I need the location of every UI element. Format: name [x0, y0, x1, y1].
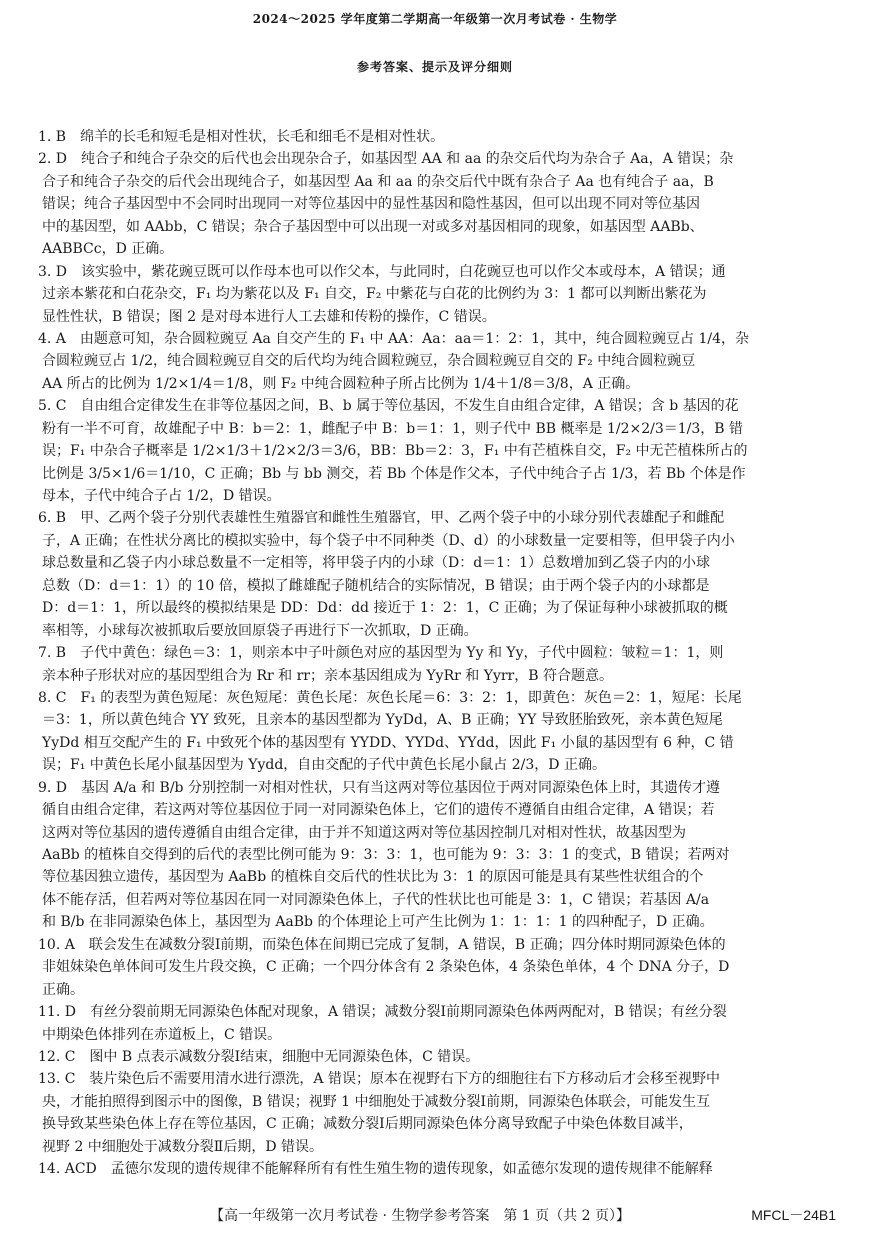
answer-text-line: 13. C 装片染色后不需要用清水进行漂洗，A 错误；原本在视野右下方的细胞往右下方移动后才会移至视野中 [38, 1071, 720, 1088]
answer-text-line: 粉有一半不可育，故雄配子中 B：b＝2：1，雌配子中 B：b＝1：1，则子代中 BB 概率是 1/2×2/3＝1/3，B 错 [42, 420, 744, 437]
answer-text-line: 4. A 由题意可知，杂合圆粒豌豆 Aa 自交产生的 F₁ 中 AA：Aa：aa＝1：2：1，其中，纯合圆粒豌豆占 1/4，杂 [38, 330, 750, 347]
page-subtitle: 参考答案、提示及评分细则 [356, 60, 513, 74]
answer-text-line: 8. C F₁ 的表型为黄色短尾：灰色短尾：黄色长尾：灰色长尾＝6：3：2：1，即黄色：灰色＝2：1，短尾：长尾 [38, 689, 742, 706]
page-title: 2024～2025 学年度第二学期高一年级第一次月考试卷 · 生物学 [252, 12, 618, 26]
answer-text-line: AABBCc，D 正确。 [42, 241, 174, 258]
answer-text-line: 合子和纯合子杂交的后代会出现纯合子，如基因型 Aa 和 aa 的杂交后代中既有杂合子 Aa 也有纯合子 aa，B [42, 173, 714, 190]
answer-text-line: 比例是 3/5×1/6＝1/10，C 正确；Bb 与 bb 测交，若 Bb 个体是作父本，子代中纯合子占 1/3，若 Bb 个体是作 [42, 465, 746, 482]
answer-text-line: 3. D 该实验中，紫花豌豆既可以作母本也可以作父本，与此同时，白花豌豆也可以作父本或母本，A 错误；通 [38, 263, 726, 280]
answer-text-line: 亲本种子形状对应的基因型组合为 Rr 和 rr；亲本基因组成为 YyRr 和 Yyrr，B 符合题意。 [42, 667, 613, 684]
answer-text-line: 显性性状，B 错误；图 2 是对母本进行人工去雄和传粉的操作，C 错误。 [42, 308, 496, 325]
answer-text-line: 11. D 有丝分裂前期无同源染色体配对现象，A 错误；减数分裂Ⅰ前期同源染色体两两配对，B 错误；有丝分裂 [38, 1004, 727, 1021]
answer-text-line: 率相等，小球每次被抓取后要放回原袋子再进行下一次抓取，D 正确。 [42, 622, 478, 639]
answer-text-line: 误；F₁ 中黄色长尾小鼠基因型为 Yydd，自由交配的子代中黄色长尾小鼠占 2/3，D 正确。 [42, 757, 606, 774]
answer-text-line: 1. B 绵羊的长毛和短毛是相对性状，长毛和细毛不是相对性状。 [38, 129, 445, 145]
answer-body [38, 126, 838, 1181]
answer-text-line: 体不能存活，但若两对等位基因在同一对同源染色体上，子代的性状比也可能是 3：1，C 错误；若基因 A/a [42, 891, 710, 908]
answer-text-line: 和 B/b 在非同源染色体上，基因型为 AaBb 的个体理论上可产生比例为 1：1：1：1 的四种配子，D 正确。 [42, 914, 714, 931]
answer-text-line: 视野 2 中细胞处于减数分裂Ⅱ后期，D 错误。 [42, 1138, 323, 1155]
answer-text-line: ＝3：1，所以黄色纯合 YY 致死，且亲本的基因型都为 YyDd，A、B 正确；YY 导致胚胎致死，亲本黄色短尾 [42, 712, 723, 729]
answer-text-line: YyDd 相互交配产生的 F₁ 中致死个体的基因型有 YYDD、YYDd、YYdd，因此 F₁ 小鼠的基因型有 6 种，C 错 [42, 734, 734, 751]
answer-text-line: 等位基因独立遗传，基因型为 AaBb 的植株自交后代的性状比为 3：1 的原因可能是具有某些性状组合的个 [42, 869, 704, 886]
answer-text-line: 过亲本紫花和白花杂交，F₁ 均为紫花以及 F₁ 自交，F₂ 中紫花与白花的比例约为 3：1 都可以判断出紫花为 [42, 286, 707, 303]
answer-text-line: 10. A 联会发生在减数分裂Ⅰ前期，而染色体在间期已完成了复制，A 错误，B 正确；四分体时期同源染色体的 [38, 936, 726, 953]
answer-text-line: 循自由组合定律，若这两对等位基因位于同一对同源染色体上，它们的遗传不遵循自由组合定律，A 错误；若 [42, 802, 715, 819]
answer-text-line: AaBb 的植株自交得到的后代的表型比例可能为 9：3：3：1，也可能为 9：3：3：1 的变式，B 错误；若两对 [42, 847, 730, 863]
answer-text-line: 9. D 基因 A/a 和 B/b 分别控制一对相对性状，只有当这两对等位基因位于两对同源染色体上时，其遗传才遵 [38, 779, 720, 796]
answer-text-line: 总数（D：d＝1：1）的 10 倍，模拟了雌雄配子随机结合的实际情况，B 错误；由于两个袋子内的小球都是 [42, 577, 710, 594]
answer-text-line: 这两对等位基因的遗传遵循自由组合定律，由于并不知道这两对等位基因控制几对相对性状，故基因型为 [42, 824, 686, 841]
answer-text-line: 12. C 图中 B 点表示减数分裂Ⅰ结束，细胞中无同源染色体，C 错误。 [38, 1048, 480, 1065]
answer-text-line: 非姐妹染色单体间可发生片段交换，C 正确；一个四分体含有 2 条染色体，4 条染色单体，4 个 DNA 分子，D [42, 959, 730, 976]
answer-text-line: 误；F₁ 中杂合子概率是 1/2×1/3＋1/2×2/3＝3/6，BB：Bb＝2：3，F₁ 中有芒植株自交，F₂ 中无芒植株所占的 [42, 443, 748, 460]
answer-text-line: 母本，子代中纯合子占 1/2，D 错误。 [42, 488, 281, 504]
answer-text-line: 正确。 [42, 981, 84, 998]
answer-text-line: 央，才能拍照得到图示中的图像，B 错误；视野 1 中细胞处于减数分裂Ⅰ前期，同源染色体联会，可能发生互 [42, 1093, 711, 1110]
answer-text-line: 球总数量和乙袋子内小球总数量不一定相等，将甲袋子内的小球（D：d＝1：1）总数增加到乙袋子内的小球 [42, 555, 710, 572]
answer-text-line: 2. D 纯合子和纯合子杂交的后代也会出现杂合子，如基因型 AA 和 aa 的杂交后代均为杂合子 Aa，A 错误；杂 [38, 151, 734, 168]
answer-text-line: AA 所占的比例为 1/2×1/4＝1/8，则 F₂ 中纯合圆粒种子所占比例为 1/4＋1/8＝3/8，A 正确。 [42, 375, 640, 392]
footer-page-info: 【高一年级第一次月考试卷 · 生物学参考答案 第 1 页（共 2 页）】 [210, 1208, 630, 1224]
answer-text-line: 7. B 子代中黄色：绿色＝3：1，则亲本中子叶颜色对应的基因型为 Yy 和 Yy，子代中圆粒：皱粒＝1：1，则 [38, 645, 724, 662]
footer-code: MFCL－24B1 [751, 1207, 836, 1223]
answer-text-line: 换导致某些染色体上存在等位基因，C 正确；减数分裂Ⅰ后期同源染色体分离导致配子中染色体数目减半， [42, 1116, 693, 1133]
answer-text-line: 5. C 自由组合定律发生在非等位基因之间，B、b 属于等位基因，不发生自由组合定律，A 错误；含 b 基因的花 [38, 398, 739, 415]
answer-text-line: 6. B 甲、乙两个袋子分别代表雄性生殖器官和雌性生殖器官，甲、乙两个袋子中的小球分别代表雄配子和雌配 [38, 510, 725, 527]
answer-text-line: 合圆粒豌豆占 1/2，纯合圆粒豌豆自交的后代均为纯合圆粒豌豆，杂合圆粒豌豆自交的 F₂ 中纯合圆粒豌豆 [42, 353, 696, 370]
answer-text-line: 错误；纯合子基因型中不会同时出现同一对等位基因中的显性基因和隐性基因，但可以出现不同对等位基因 [42, 196, 700, 213]
answer-text-line: 14. ACD 孟德尔发现的遗传规律不能解释所有有性生殖生物的遗传现象，如孟德尔发现的遗传规律不能解释 [38, 1161, 713, 1178]
page-footer [0, 1205, 870, 1229]
answer-text-line: 中期染色体排列在赤道板上，C 错误。 [42, 1026, 282, 1043]
answer-text-line: 子，A 正确；在性状分离比的模拟实验中，每个袋子中不同种类（D、d）的小球数量一定要相等，但甲袋子内小 [42, 532, 735, 549]
answer-text-line: D：d＝1：1，所以最终的模拟结果是 DD：Dd：dd 接近于 1：2：1，C 正确；为了保证每种小球被抓取的概 [42, 600, 728, 617]
answer-text-line: 中的基因型，如 AAbb，C 错误；杂合子基因型中可以出现一对或多对基因相同的现象，如基因型 AABb、 [42, 218, 704, 235]
